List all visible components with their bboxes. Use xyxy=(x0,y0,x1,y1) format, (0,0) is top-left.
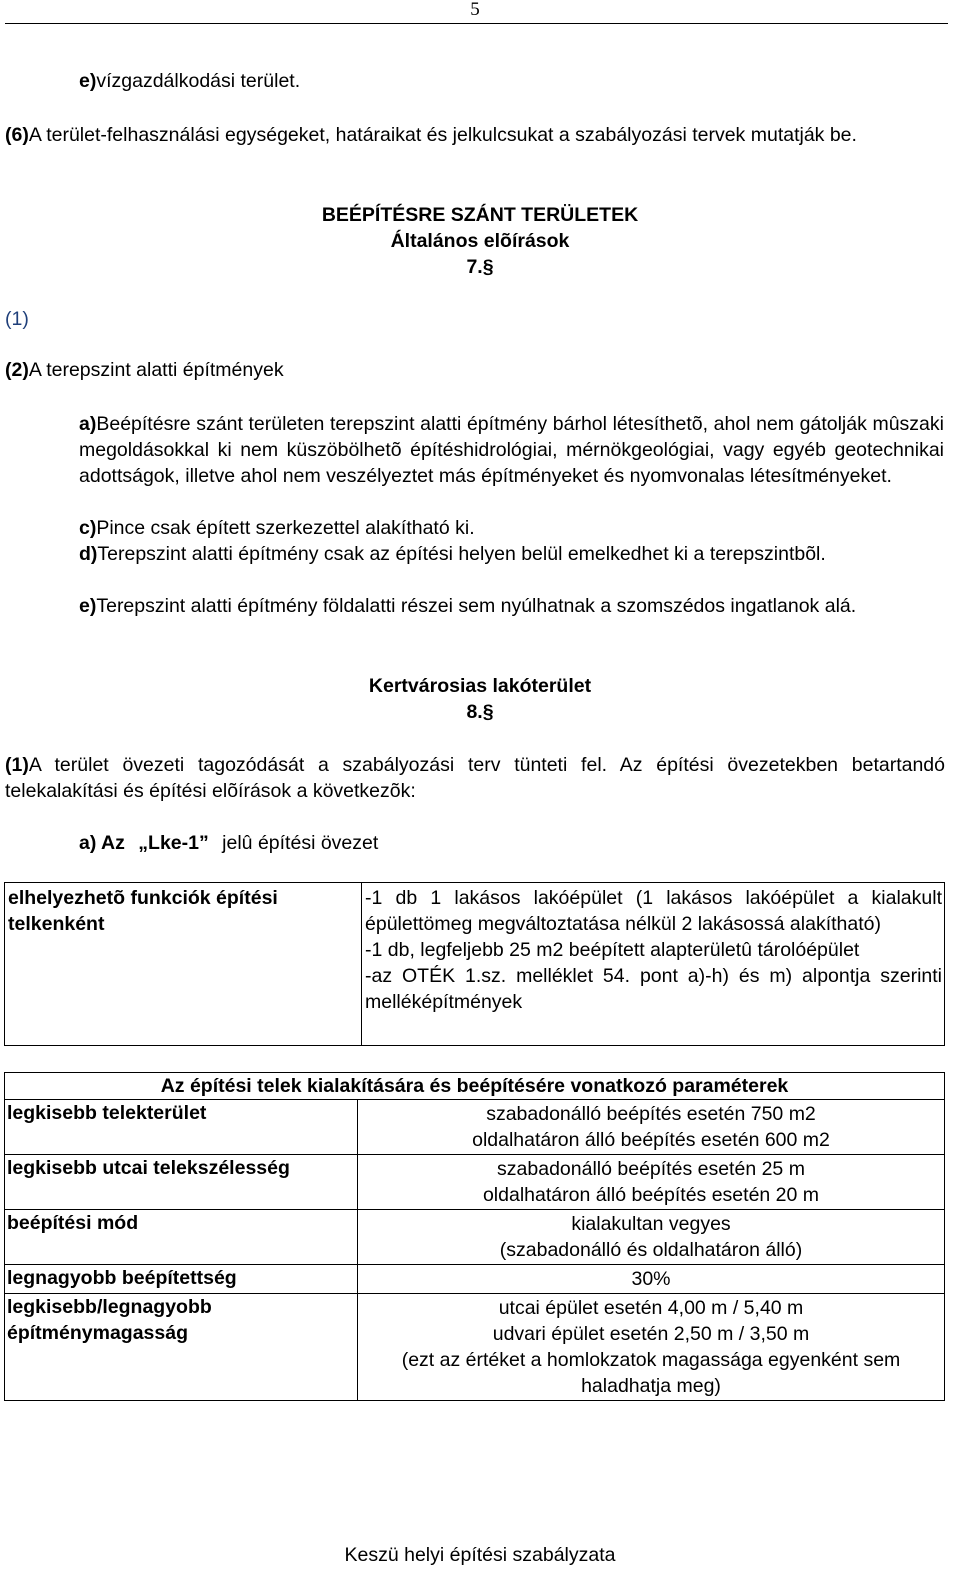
param-label xyxy=(5,1155,358,1210)
param-value-line: szabadonálló beépítés esetén 25 m xyxy=(497,1158,805,1180)
zone-prefix: a) Az xyxy=(79,832,125,854)
subitem-a xyxy=(79,411,944,489)
item-text: Terepszint alatti építmény csak az építési helyen belül emelkedhet ki a terepszintbõl. xyxy=(97,543,826,565)
param-value xyxy=(358,1210,945,1265)
paragraph-marker: (2) xyxy=(5,359,29,381)
param-label-text: legnagyobb beépítettség xyxy=(7,1267,237,1289)
param-label-text: legkisebb telekterület xyxy=(7,1102,207,1124)
table-row xyxy=(5,1265,945,1294)
list-item-e xyxy=(79,68,939,94)
param-label xyxy=(5,1210,358,1265)
header-rule xyxy=(5,23,948,24)
param-value-line: utcai épület esetén 4,00 m / 5,40 m xyxy=(498,1297,804,1319)
zone-name: „Lke-1” xyxy=(138,832,209,854)
param-value xyxy=(358,1265,945,1294)
paragraph-2 xyxy=(5,357,605,383)
subitem-d xyxy=(79,541,944,567)
item-marker: e) xyxy=(79,70,97,92)
param-label xyxy=(5,1100,358,1155)
subitem-c xyxy=(79,515,944,541)
paragraph-marker: (6) xyxy=(5,124,29,146)
param-value xyxy=(358,1100,945,1155)
function-line: -1 db 1 lakásos lakóépület (1 lakásos lakóépület a kialakult épülettömeg megváltoztatása nélkül 2 lakásossá alakítható) xyxy=(365,887,942,935)
param-value-line: udvari épület esetén 2,50 m / 3,50 m xyxy=(492,1323,810,1345)
functions-label-text: elhelyezhetõ funkciók építési telkenként xyxy=(8,887,278,935)
param-value xyxy=(358,1155,945,1210)
paragraph-8-1 xyxy=(5,752,945,804)
functions-values xyxy=(362,883,945,1046)
table-row xyxy=(5,1100,945,1155)
page-number: 5 xyxy=(470,0,480,20)
functions-label xyxy=(5,883,362,1046)
item-text: Beépítésre szánt területen terepszint alatti építmény bárhol létesíthetõ, ahol nem gátolják mûszaki megoldásokkal ki nem küszöbölhetõ építéshidrológiai, mérnökgeológiai, vagy egyéb geotechnikai adottságok, illetve ahol nem veszélyeztet más építményeket és nyomvonalas létesítményeket. xyxy=(79,413,944,487)
param-value xyxy=(358,1294,945,1401)
table-row xyxy=(5,883,945,1046)
paragraph-1-marker: (1) xyxy=(5,308,29,330)
param-value-line: (ezt az értéket a homlokzatok magassága egyenként sem haladhatja meg) xyxy=(401,1349,901,1397)
functions-table xyxy=(4,882,945,1046)
param-value-line: kialakultan vegyes xyxy=(571,1213,731,1235)
subitem-e xyxy=(79,593,944,619)
paragraph-number: 7.§ xyxy=(466,256,494,278)
paragraph-text: A terület övezeti tagozódását a szabályozási terv tünteti fel. Az építési övezetekben betartandó telekalakítási és építési elõírások a következõk: xyxy=(5,754,945,802)
paragraph-text: A terepszint alatti építmények xyxy=(28,359,284,381)
item-text: Pince csak épített szerkezettel alakítható ki. xyxy=(96,517,475,539)
zone-suffix: jelû építési övezet xyxy=(222,832,379,854)
parameters-table-title: Az építési telek kialakítására és beépítésére vonatkozó paraméterek xyxy=(5,1073,945,1100)
table-row xyxy=(5,1294,945,1401)
param-value-line: 30% xyxy=(631,1268,671,1290)
item-text: Terepszint alatti építmény földalatti részei sem nyúlhatnak a szomszédos ingatlanok alá. xyxy=(96,595,857,617)
section-subtitle: Általános elõírások xyxy=(390,230,570,252)
function-line: -az OTÉK 1.sz. melléklet 54. pont a)-h) és m) alpontja szerinti melléképítmények xyxy=(365,965,942,1013)
parameters-table xyxy=(4,1072,945,1401)
param-label-text: legkisebb utcai telekszélesség xyxy=(7,1157,290,1179)
table-header-row xyxy=(5,1073,945,1100)
paragraph-6 xyxy=(5,122,945,148)
zone-heading xyxy=(79,830,779,856)
item-marker: e) xyxy=(79,595,97,617)
item-text: vízgazdálkodási terület. xyxy=(96,70,301,92)
function-line: -1 db, legfeljebb 25 m2 beépített alapterületû tárolóépület xyxy=(365,939,860,961)
param-label-text: legkisebb/legnagyobb építménymagasság xyxy=(7,1296,212,1344)
subsection-title: Kertvárosias lakóterület xyxy=(368,675,592,697)
item-marker: d) xyxy=(79,543,98,565)
param-label-text: beépítési mód xyxy=(7,1212,139,1234)
item-marker: a) xyxy=(79,413,97,435)
section-title: BEÉPÍTÉSRE SZÁNT TERÜLETEK xyxy=(321,204,639,226)
param-value-line: szabadonálló beépítés esetén 750 m2 xyxy=(486,1103,816,1125)
page-footer: Keszü helyi építési szabályzata xyxy=(344,1544,616,1566)
table-row xyxy=(5,1155,945,1210)
param-value-line: oldalhatáron álló beépítés esetén 20 m xyxy=(482,1184,820,1206)
param-label xyxy=(5,1294,358,1401)
paragraph-text: A terület-felhasználási egységeket, határaikat és jelkulcsukat a szabályozási tervek mutatják be. xyxy=(28,124,857,146)
param-label xyxy=(5,1265,358,1294)
paragraph-marker: (1) xyxy=(5,754,29,776)
paragraph-number: 8.§ xyxy=(466,701,494,723)
param-value-line: oldalhatáron álló beépítés esetén 600 m2 xyxy=(472,1129,830,1151)
item-marker: c) xyxy=(79,517,97,539)
param-value-line: (szabadonálló és oldalhatáron álló) xyxy=(499,1239,803,1261)
table-row xyxy=(5,1210,945,1265)
